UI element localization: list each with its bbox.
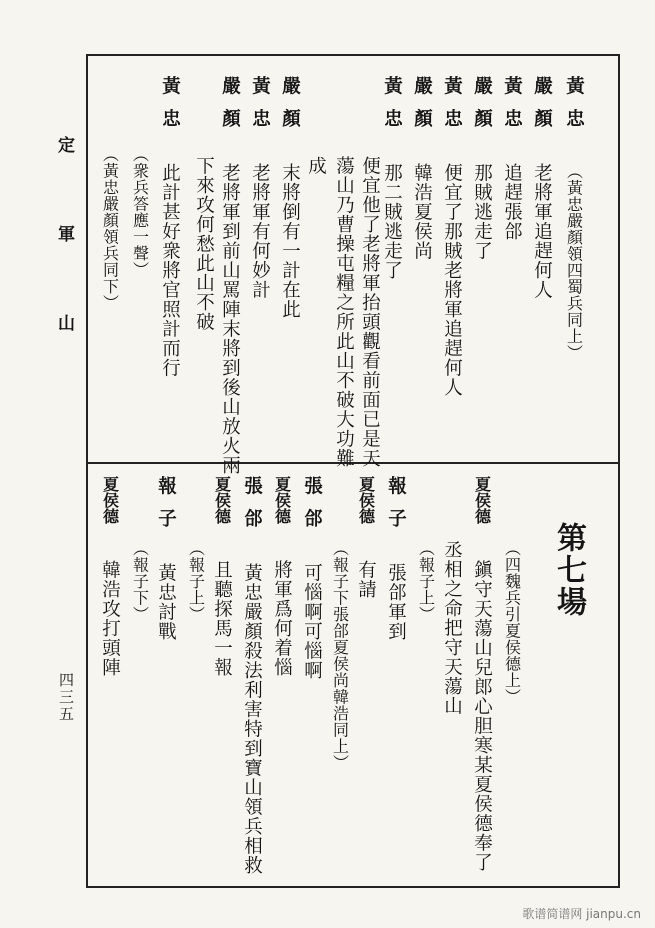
dialogue-line: 追趕張郃	[501, 163, 523, 241]
role-name: 嚴顏	[279, 76, 301, 141]
dialogue-line: 黃忠討戰	[155, 563, 177, 641]
dialogue-line: 韓浩夏侯尚	[411, 163, 433, 261]
role-name: 夏侯德	[212, 476, 232, 524]
stage-direction: （衆兵答應一聲）	[130, 146, 150, 278]
role-name: 嚴顏	[531, 76, 553, 141]
role-name: 夏侯德	[100, 476, 120, 524]
book-title: 定 軍 山	[54, 136, 74, 357]
page-number: 四三五	[57, 672, 75, 723]
dialogue-line: 末將倒有一計在此	[279, 163, 301, 319]
stage-direction: （報子上）	[416, 540, 436, 623]
dialogue-line: 老將軍有何妙計	[249, 163, 271, 300]
dialogue-line: 便宜了那賊老將軍追趕何人	[441, 163, 463, 397]
dialogue-line: 那二賊逃走了	[381, 163, 403, 280]
dialogue-line: 老將軍到前山罵陣末將到後山放火兩	[219, 163, 241, 475]
stage-direction: （報子下張郃夏侯尚韓浩同上）	[330, 540, 350, 771]
role-name: 黃忠	[249, 76, 271, 141]
role-name: 報子	[155, 476, 177, 541]
role-name: 嚴顏	[411, 76, 433, 141]
dialogue-line: 便宜他了老將軍抬頭觀看前面已是天	[359, 156, 381, 468]
role-name: 黃忠	[563, 76, 585, 141]
role-name: 嚴顏	[219, 76, 241, 141]
stage-direction: （黃忠嚴顏領四蜀兵同上）	[564, 163, 584, 361]
role-name: 張郃	[301, 476, 323, 541]
dialogue-line: 此計甚好衆將官照計而行	[159, 163, 181, 378]
dialogue-line: 可惱啊可惱啊	[301, 563, 323, 680]
stage-direction: （黃忠嚴顏領兵同下）	[100, 146, 120, 311]
stage-direction: （四魏兵引夏侯德上）	[502, 540, 522, 705]
dialogue-line: 有請	[355, 560, 377, 599]
dialogue-line: 黃忠嚴顏殺法利害特到寶山領兵相救	[241, 563, 263, 875]
dialogue-line: 下來攻何愁此山不破	[193, 156, 215, 332]
role-name: 嚴顏	[471, 76, 493, 141]
dialogue-line: 鎭守天蕩山兒郎心胆寒某夏侯德奉了	[471, 560, 493, 872]
dialogue-line: 丞相之命把守天蕩山	[441, 540, 463, 716]
role-name: 張郃	[241, 476, 263, 541]
role-name: 夏侯德	[472, 476, 492, 524]
dialogue-line: 韓浩攻打頭陣	[99, 560, 121, 677]
role-name: 黃忠	[501, 76, 523, 141]
role-name: 黃忠	[381, 76, 403, 141]
stage-direction: （報子上）	[186, 540, 206, 623]
role-name: 黃忠	[441, 76, 463, 141]
dialogue-line: 且聽探馬一報	[211, 560, 233, 677]
dialogue-line: 那賊逃走了	[471, 163, 493, 261]
dialogue-line: 老將軍追趕何人	[531, 163, 553, 300]
stage-direction: （報子下）	[130, 540, 150, 623]
role-name: 黃忠	[159, 76, 181, 141]
watermark: 歌谱简谱网 jianpu.cn	[522, 907, 641, 921]
dialogue-line: 成	[305, 156, 327, 176]
role-name: 夏侯德	[272, 476, 292, 524]
dialogue-line: 將軍爲何着惱	[271, 560, 293, 677]
role-name: 夏侯德	[356, 476, 376, 524]
dialogue-line: 蕩山乃曹操屯糧之所此山不破大功難	[333, 156, 355, 468]
dialogue-line: 張郃軍到	[385, 563, 407, 641]
scene-title: 第七場	[551, 522, 586, 618]
role-name: 報子	[385, 476, 407, 541]
